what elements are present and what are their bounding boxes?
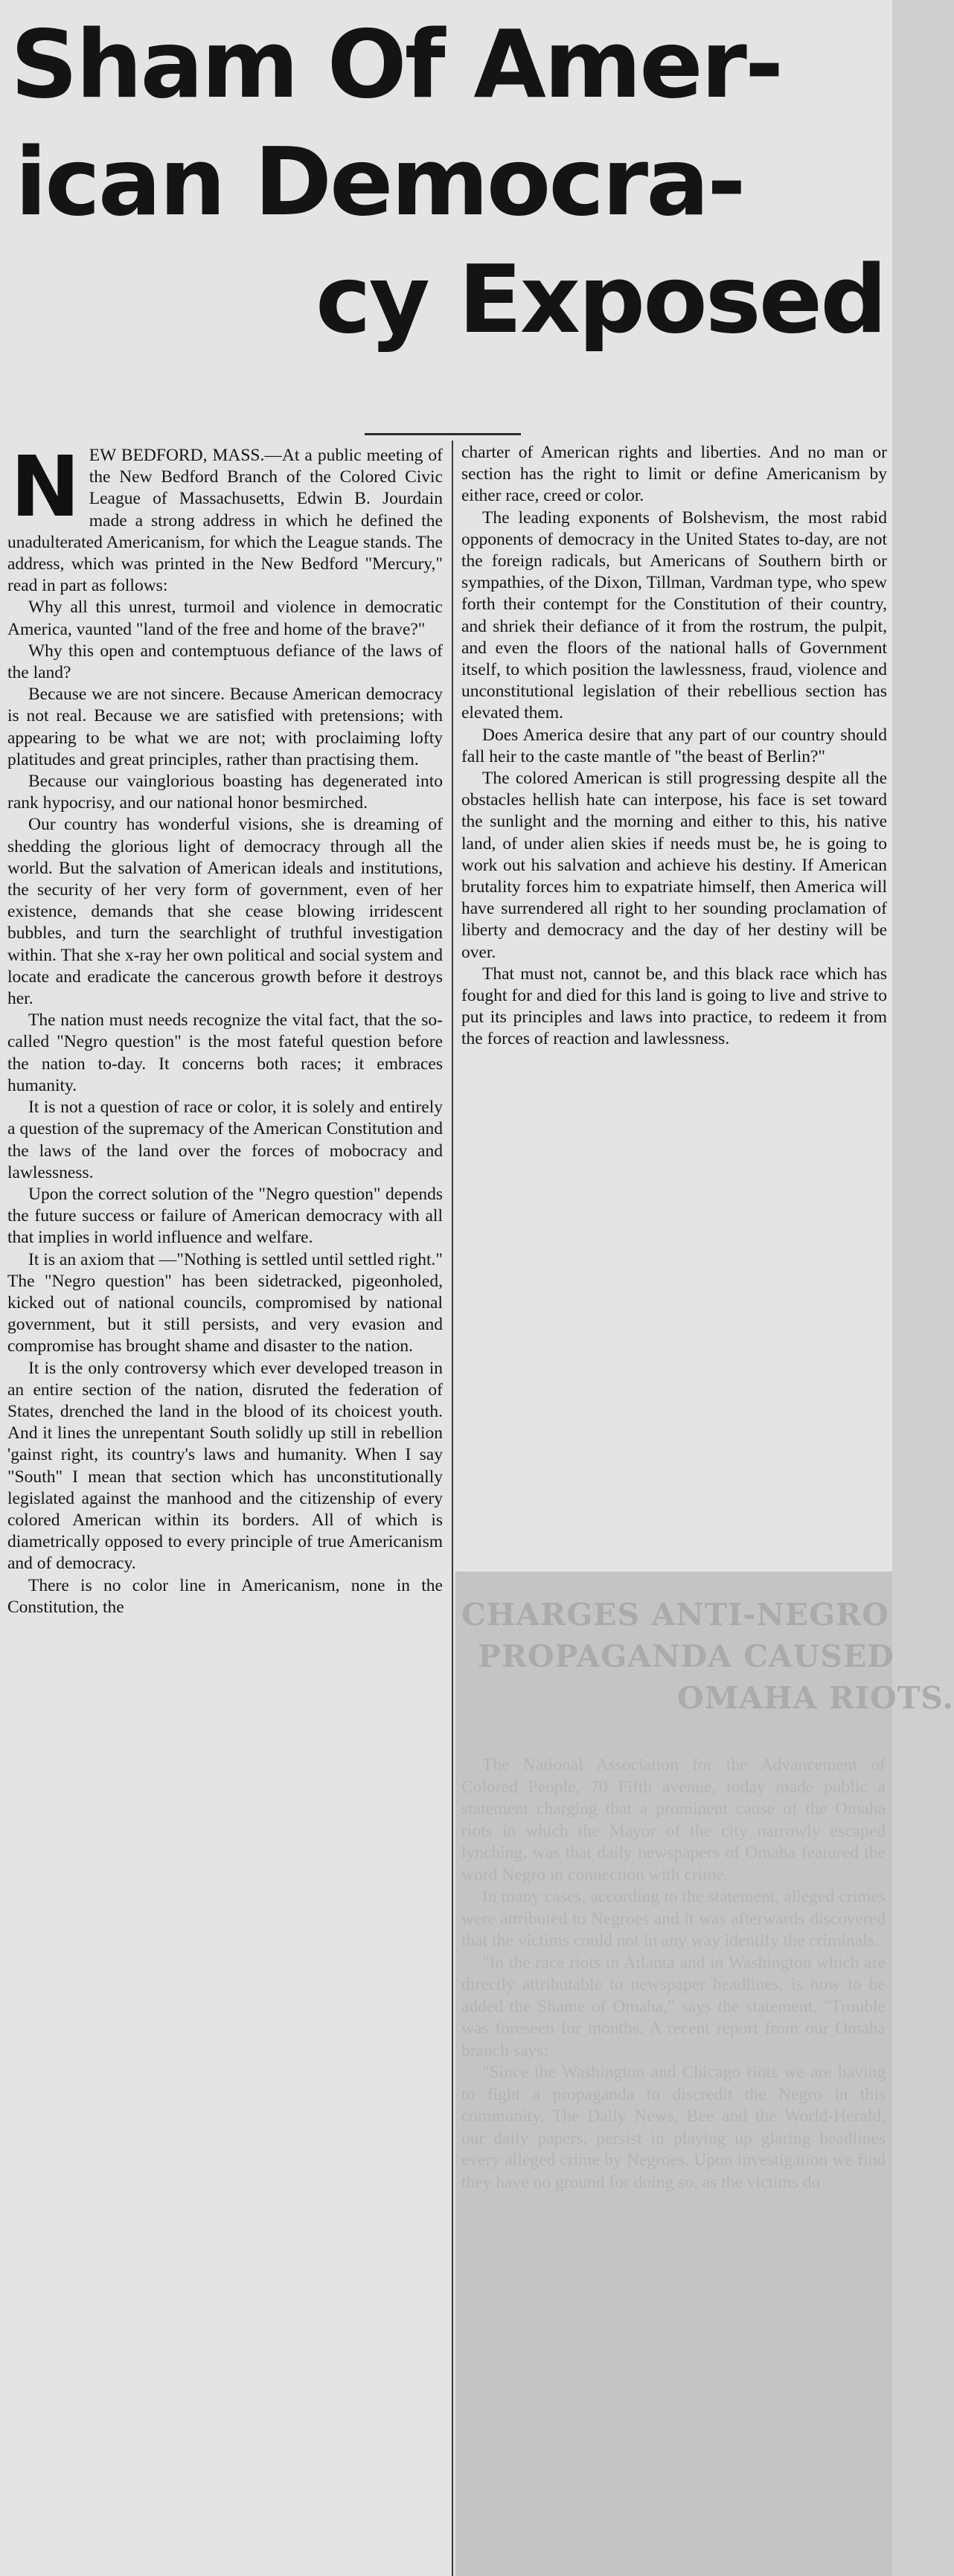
- faded-paragraph: The National Association for the Advancement of Colored People, 70 Fifth avenue, today made public a statement charging that a prominent cause of the Omaha riots in which the Mayor of the city narrowly escaped lynching, was that daily newspapers of Omaha featured the word Negro in connection with crime.: [461, 1755, 886, 1885]
- paragraph: The nation must needs recognize the vital fact, that the so-called "Negro question" is the most fateful question before the nation to-day. It concerns both races; it embraces humanity.: [7, 1010, 443, 1095]
- paragraph: There is no color line in Americanism, none in the Constitution, the: [7, 1575, 443, 1617]
- faded-headline: [461, 1594, 954, 1719]
- paragraph: Upon the correct solution of the "Negro question" depends the future success or failure of American democracy with all that implies in world influence and welfare.: [7, 1184, 443, 1248]
- paragraph: Because our vainglorious boasting has degenerated into rank hypocrisy, and our national honor besmirched.: [7, 772, 443, 813]
- headline-line-1: Sham Of Amer-: [10, 10, 782, 119]
- faded-headline-line-3: OMAHA RIOTS.: [677, 1680, 954, 1716]
- paragraph: Does America desire that any part of our country should fall heir to the caste mantle of "the beast of Berlin?": [461, 725, 887, 766]
- faded-headline-line-1: CHARGES ANTI-NEGRO: [461, 1597, 889, 1633]
- paragraph: Why all this unrest, turmoil and violence in democratic America, vaunted "land of the free and home of the brave?": [7, 597, 443, 639]
- faded-article: [455, 1571, 954, 2576]
- paragraph: charter of American rights and liberties. And no man or section has the right to limit or define Americanism by either race, creed or color.: [461, 443, 887, 506]
- paragraph: The leading exponents of Bolshevism, the most rabid opponents of democracy in the United States to-day, are not the foreign radicals, but Americans of Southern birth or sympathies, of the Dixon, Tillman, Vardman type, who spew forth their contempt for the Constitution of their country, and shriek their defiance of it from the rostrum, the pulpit, and even the floors of the national halls of Government itself, to which position the lawlessness, fraud, violence and unconstitutional legislation of their rebellious section has elevated them.: [461, 507, 887, 723]
- headline-line-3: cy Exposed: [316, 245, 886, 354]
- paragraph: It is an axiom that —"Nothing is settled until settled right." The "Negro question" has been sidetracked, pigeonholed, kicked out of national councils, compromised by national government, but it still persists, and very evasion and compromise has brought shame and disaster to the nation.: [7, 1249, 443, 1356]
- paragraph: Why this open and contemptuous defiance of the laws of the land?: [7, 641, 443, 683]
- faded-paragraph: In many cases, according to the statement, alleged crimes were attributed to Negroes and it was afterwards discovered that the victims could not in any way identify the criminals.: [461, 1887, 886, 1950]
- column-divider: [452, 440, 453, 2576]
- headline: [10, 6, 886, 359]
- paragraph: Because we are not sincere. Because American democracy is not real. Because we are satisfied with pretensions; with appearing to be what we are not; with proclaiming lofty platitudes and great principles, rather than practising them.: [7, 685, 443, 769]
- headline-rule: [365, 433, 521, 435]
- lead-paragraph: [7, 439, 443, 597]
- drop-cap: N: [10, 439, 80, 536]
- lead-text: EW BEDFORD, MASS.—At a public meeting of the New Bedford Branch of the Colored Civic League of Massachusetts, Edwin B. Jourdain made a strong address in which he defined the unadulterated Americanism, for which the League stands. The address, which was printed in the New Bedford "Mercury," read in part as follows:: [7, 446, 443, 596]
- paragraph: It is the only controversy which ever developed treason in an entire section of the nation, disruted the federation of States, drenched the land in the blood of its choicest youth. And it lines the unrepentant South solidly up still in rebellion 'gainst right, its country's laws and humanity. When I say "South" I mean that section which has unconstitutionally legislated against the manhood and the citizenship of every colored American within its borders. All of which is diametrically opposed to every principle of true Americanism and of democracy.: [7, 1358, 443, 1574]
- paragraph: The colored American is still progressing despite all the obstacles hellish hate can interpose, his face is set toward the sunlight and the morning and either to this, his native land, of under alien skies if needs must be, he is going to work out his salvation and achieve his destiny. If American brutality forces him to expatriate himself, then America will have surrendered all right to her sounding proclamation of liberty and democracy and the day of her destiny will be over.: [461, 769, 887, 962]
- headline-line-2: ican Democra-: [15, 127, 744, 237]
- paragraph: That must not, cannot be, and this black race which has fought for and died for this land is going to live and strive to put its principles and laws into practice, to redeem it from the forces of reaction and lawlessness.: [461, 964, 887, 1049]
- faded-headline-line-2: PROPAGANDA CAUSED: [478, 1638, 894, 1674]
- faded-paragraph: "In the race riots in Atlanta and in Washington which are directly attributable to newspaper headlines, is now to be added the Shame of Omaha," says the statement. "Trouble was foreseen for months. A recent report from our Omaha branch says:: [461, 1952, 886, 2060]
- faded-paragraph: "Since the Washington and Chicago riots we are having to fight a propaganda to discredit the Negro in this community. The Daily News, Bee and the World-Herald, our daily papers, persist in playing up glaring headlines every alleged crime by Negroes. Upon investigation we find they have no ground for doing so, as the victims do: [461, 2063, 886, 2192]
- article-column-left: [7, 439, 443, 1618]
- article-column-right: [461, 442, 887, 1051]
- paragraph: Our country has wonderful visions, she is dreaming of shedding the glorious light of democracy through all the world. But the salvation of American ideals and institutions, the security of her very form of government, even of her existence, demands that she cease blowing irridescent bubbles, and turn the searchlight of truthful investigation within. That she x-ray her own political and social system and locate and eradicate the cancerous growth before it destroys her.: [7, 815, 443, 1009]
- faded-article-body: [461, 1755, 886, 2194]
- paragraph: It is not a question of race or color, it is solely and entirely a question of the supremacy of the American Constitution and the laws of the land over the forces of mobocracy and lawlessness.: [7, 1098, 443, 1182]
